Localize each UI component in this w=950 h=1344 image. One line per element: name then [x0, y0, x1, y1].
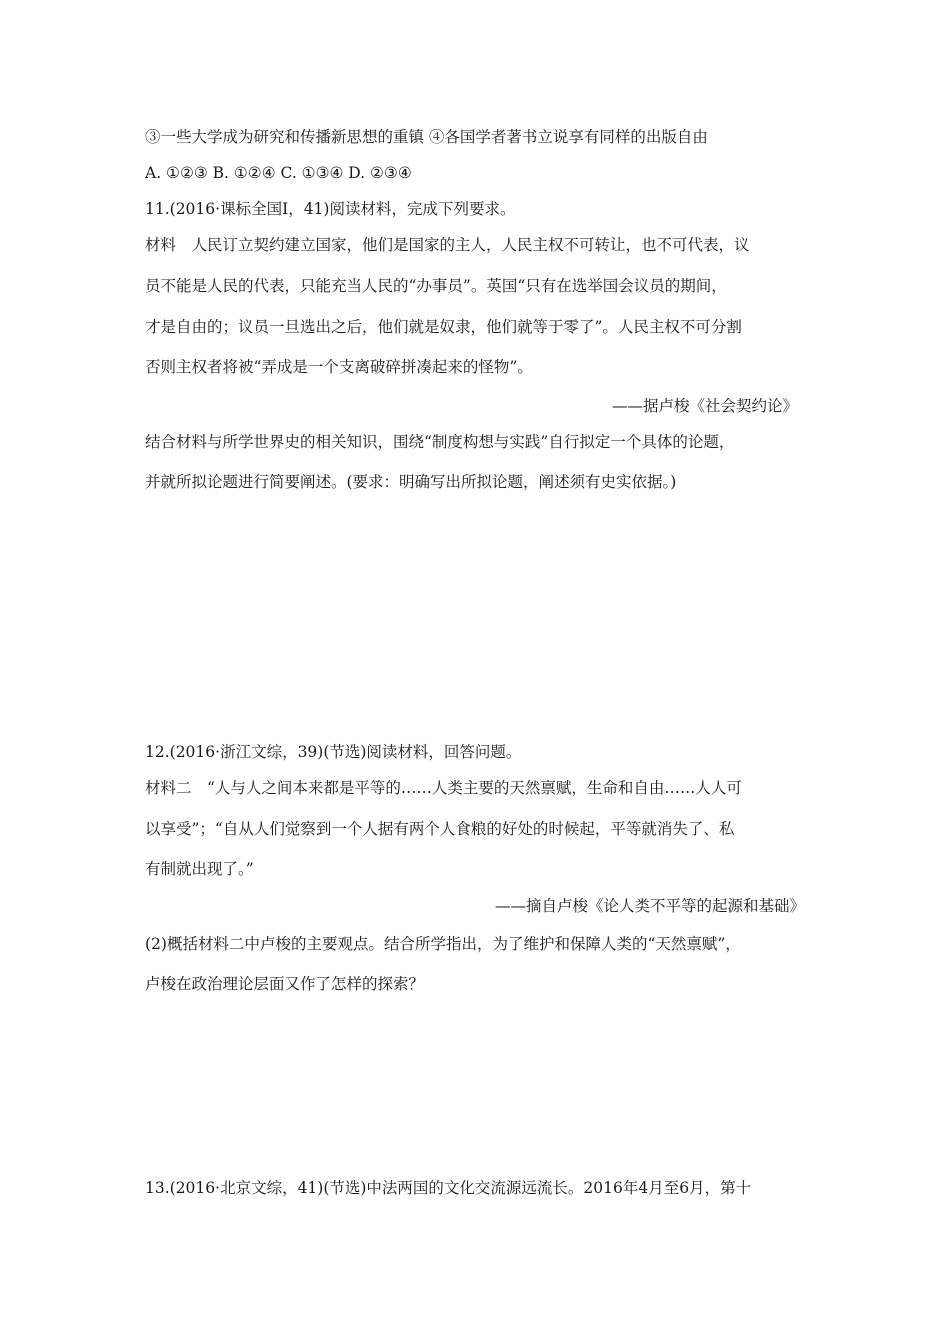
q11-material-line-2: 员不能是人民的代表，只能充当人民的“办事员”。英国“只有在选举国会议员的期间， [145, 277, 727, 295]
q12-material-line-3: 有制就出现了。” [145, 860, 254, 878]
q11-material-line-3: 才是自由的；议员一旦选出之后，他们就是奴隶，他们就等于零了”。人民主权不可分割 [145, 318, 742, 336]
q12-heading: 12.(2016·浙江文综，39)(节选)阅读材料，回答问题。 [145, 743, 522, 761]
q11-heading: 11.(2016·课标全国Ⅰ，41)阅读材料，完成下列要求。 [145, 200, 516, 218]
q12-material-line-1: 材料二 “人与人之间本来都是平等的……人类主要的天然禀赋，生命和自由……人人可 [145, 779, 742, 797]
q11-source: ——据卢梭《社会契约论》 [611, 397, 798, 415]
q13-heading: 13.(2016·北京文综，41)(节选)中法两国的文化交流源远流长。2016年4月至6月，第十 [145, 1179, 752, 1197]
q12-question-line-2: 卢梭在政治理论层面又作了怎样的探索？ [145, 975, 425, 993]
q12-question-line-1: (2)概括材料二中卢梭的主要观点。结合所学指出，为了维护和保障人类的“天然禀赋”， [145, 935, 741, 953]
q11-material-line-4: 否则主权者将被“弄成是一个支离破碎拼凑起来的怪物”。 [145, 358, 533, 376]
q11-material-line-1: 材料 人民订立契约建立国家，他们是国家的主人，人民主权不可转让，也不可代表，议 [145, 236, 750, 254]
q12-source: ——摘自卢梭《论人类不平等的起源和基础》 [494, 897, 805, 915]
q11-question-line-2: 并就所拟论题进行简要阐述。(要求：明确写出所拟论题，阐述须有史实依据。) [145, 473, 677, 491]
q10-answer-choices: A. ①②③ B. ①②④ C. ①③④ D. ②③④ [145, 164, 412, 182]
q11-question-line-1: 结合材料与所学世界史的相关知识，围绕“制度构想与实践”自行拟定一个具体的论题， [145, 433, 735, 451]
q12-material-line-2: 以享受”；“自从人们觉察到一个人据有两个人食粮的好处的时候起，平等就消失了、私 [145, 820, 735, 838]
q10-options-line: ③一些大学成为研究和传播新思想的重镇 ④各国学者著书立说享有同样的出版自由 [145, 128, 708, 146]
